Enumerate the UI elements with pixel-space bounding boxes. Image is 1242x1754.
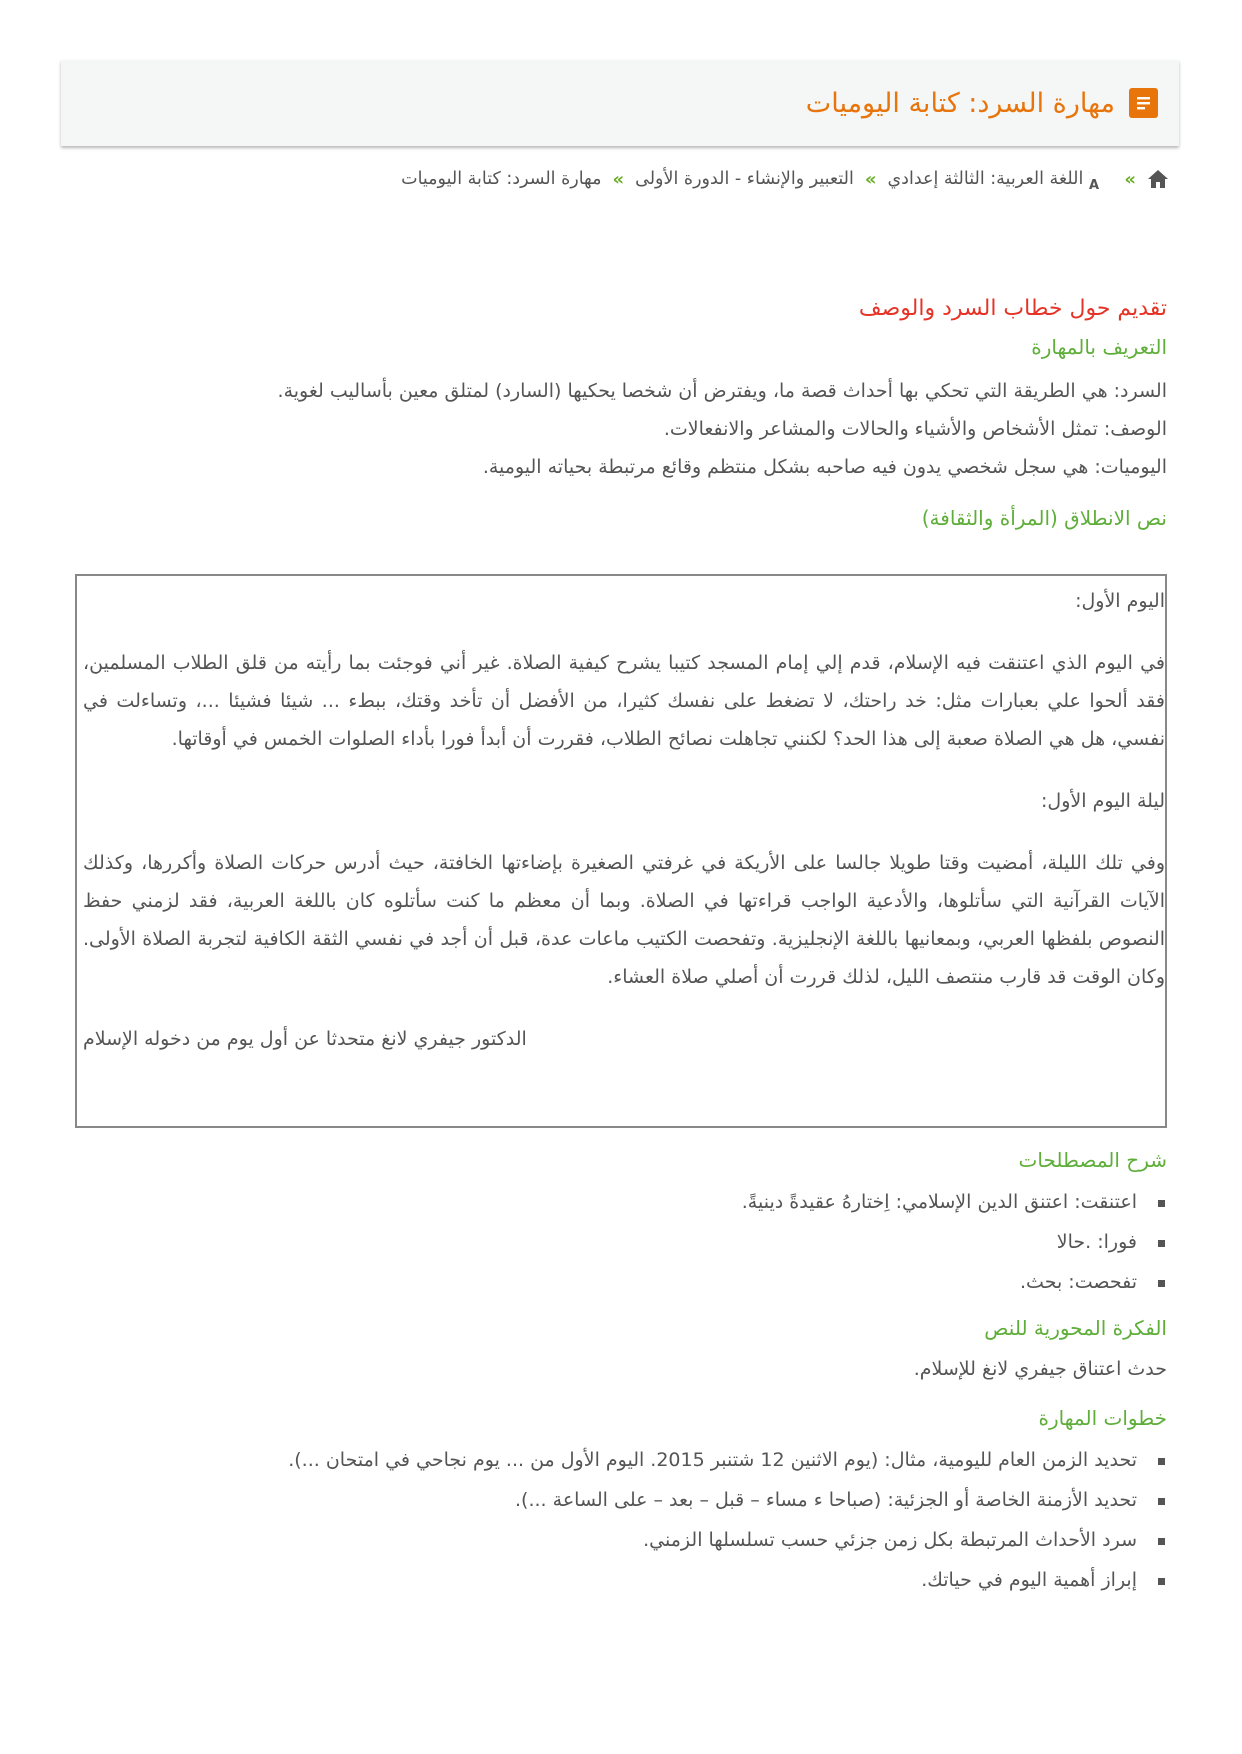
steps-heading: خطوات المهارة bbox=[1038, 1406, 1167, 1430]
list-item: إبراز أهمية اليوم في حياتك. bbox=[75, 1560, 1167, 1600]
intro-title: تقديم حول خطاب السرد والوصف bbox=[858, 296, 1167, 321]
main-idea-heading: الفكرة المحورية للنص bbox=[984, 1316, 1167, 1340]
list-item: سرد الأحداث المرتبطة بكل زمن جزئي حسب تسلسلها الزمني. bbox=[75, 1520, 1167, 1560]
definition-description: الوصف: تمثل الأشخاص والأشياء والحالات والمشاعر والانفعالات. bbox=[663, 418, 1167, 440]
list-item: فورا: .حالا bbox=[75, 1222, 1167, 1262]
breadcrumb-separator: » bbox=[612, 168, 625, 190]
day-one-title: اليوم الأول: bbox=[1075, 590, 1165, 612]
page-title: مهارة السرد: كتابة اليوميات bbox=[805, 87, 1115, 119]
intro-section bbox=[75, 296, 1167, 543]
home-icon[interactable] bbox=[1147, 169, 1169, 189]
list-item: تفحصت: بحث. bbox=[75, 1262, 1167, 1302]
terms-heading: شرح المصطلحات bbox=[1018, 1148, 1167, 1172]
definition-diaries: اليوميات: هي سجل شخصي يدون فيه صاحبه بشكل منتظم وقائع مرتبطة بحياته اليومية. bbox=[482, 456, 1167, 478]
quote-source: الدكتور جيفري لانغ متحدثا عن أول يوم من دخوله الإسلام bbox=[83, 1028, 527, 1050]
breadcrumb-item-grade[interactable]: اللغة العربية: الثالثة إعدادي bbox=[887, 169, 1084, 189]
document-icon bbox=[1129, 88, 1158, 118]
breadcrumb bbox=[61, 168, 1181, 190]
night-one-text: وفي تلك الليلة، أمضيت وقتا طويلا جالسا على الأريكة في غرفتي الصغيرة بإضاءتها الخافتة، حيث أدرس حركات الصلاة وأكررها، وكذلك الآيات القرآنية التي سأتلوها، والأدعية الواجب قراءتها في الصلاة. وبما أن معظم ما كنت سأتلوه كان باللغة العربية، فقد لزمني حفظ النصوص بلفظها العربي، وبمعانيها باللغة الإنجليزية. وتفحصت الكتيب ماعات عدة، قبل أن أجد في نفسي الثقة الكافية لتجربة الصلاة الأولى. وكان الوقت قد قارب منتصف الليل، لذلك قررت أن أصلي صلاة العشاء. bbox=[83, 852, 1165, 988]
list-item: اعتنقت: اعتنق الدين الإسلامي: اِختارهُ عقيدةً دينيةً. bbox=[75, 1182, 1167, 1222]
svg-text:A: A bbox=[1089, 178, 1100, 190]
definition-heading: التعريف بالمهارة bbox=[1031, 335, 1167, 359]
main-idea-text: حدث اعتناق جيفري لانغ للإسلام. bbox=[913, 1358, 1167, 1380]
page-header bbox=[61, 60, 1179, 146]
starting-text-heading: نص الانطلاق (المرأة والثقافة) bbox=[921, 506, 1167, 530]
list-item: تحديد الأزمنة الخاصة أو الجزئية: (صباحا ء مساء – قبل – بعد – على الساعة ...). bbox=[75, 1480, 1167, 1520]
definition-narration: السرد: هي الطريقة التي تحكي بها أحداث قصة ما، ويفترض أن شخصا يحكيها (السارد) لمتلق معين بأساليب لغوية. bbox=[277, 380, 1167, 402]
lower-section bbox=[75, 1148, 1167, 1614]
night-one-title: ليلة اليوم الأول: bbox=[1041, 790, 1165, 812]
breadcrumb-separator: » bbox=[1124, 168, 1136, 190]
day-one-text: في اليوم الذي اعتنقت فيه الإسلام، قدم إلي إمام المسجد كتيبا يشرح كيفية الصلاة. غير أني فوجئت بما رأيته من قلق الطلاب المسلمين، فقد ألحوا علي بعبارات مثل: خد راحتك، لا تضغط على نفسك كثيرا، من الأفضل أن تأخد وقتك، ببطء ... شيئا فشيئا ...، وتساءلت في نفسي، هل هي الصلاة صعبة إلى هذا الحد؟ لكنني تجاهلت نصائح الطلاب، فقررت أن أبدأ فورا بأداء الصلوات الخمس في أوقاتها. bbox=[83, 652, 1165, 750]
breadcrumb-item-course[interactable]: التعبير والإنشاء - الدورة الأولى bbox=[635, 169, 854, 189]
breadcrumb-separator: » bbox=[864, 168, 877, 190]
list-item: تحديد الزمن العام لليومية، مثال: (يوم الاثنين 12 شتنبر 2015. اليوم الأول من ... يوم نجاحي في امتحان ...). bbox=[75, 1440, 1167, 1480]
steps-list bbox=[75, 1440, 1167, 1600]
starting-text-box bbox=[75, 574, 1167, 1128]
terms-list bbox=[75, 1182, 1167, 1302]
breadcrumb-item-current: مهارة السرد: كتابة اليوميات bbox=[401, 169, 602, 189]
translate-icon bbox=[1089, 168, 1113, 190]
